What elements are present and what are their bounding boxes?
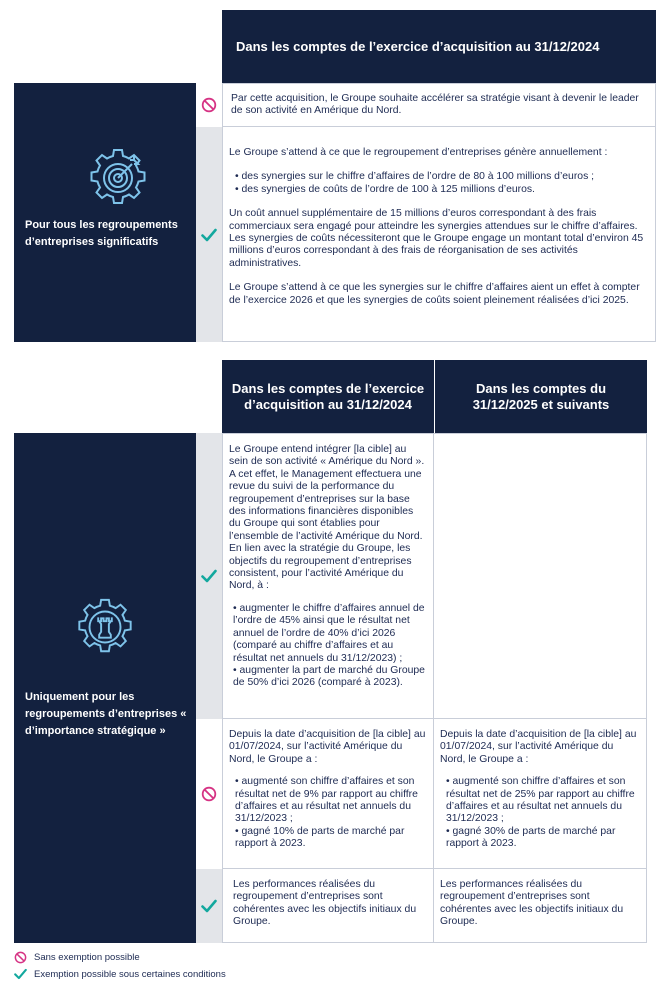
table1-row1-text: Par cette acquisition, le Groupe souhaite accélérer sa stratégie visant à devenir le leader de son activité en Amérique du Nord. xyxy=(231,93,639,117)
table1-row2-para2: Un coût annuel supplémentaire de 15 millions d’euros correspondant à des frais commerciaux sera engagé pour atteindre les synergies attendues sur le chiffre d’affaires. Les synergies de coûts nécessiteront que le Groupe engage un montant total d’environ 45 millions d’euros correspondant à des frais de réorganisation de ses activités administratives. xyxy=(229,208,644,269)
table1-row2-intro: Le Groupe s’attend à ce que le regroupement d’entreprises génère annuellement : xyxy=(229,147,608,158)
prohibited-icon xyxy=(201,97,217,113)
table2-row2-status xyxy=(196,719,222,869)
table2-row1-col1 xyxy=(222,433,434,719)
table2-row3-col2-text: Les performances réalisées du regroupement d’entreprises sont cohérentes avec les objectifs initiaux du Groupe. xyxy=(440,879,624,928)
table2-row2-col1 xyxy=(222,719,434,869)
table2-side-label: Uniquement pour les regroupements d’entreprises « d’importance stratégique » xyxy=(25,691,187,737)
legend-no-exemption-label: Sans exemption possible xyxy=(34,952,140,963)
table1-row2-bullet-1: • des synergies sur le chiffre d’affaires de l’ordre de 80 à 100 millions d’euros ; xyxy=(235,171,595,183)
table2-row3-col2 xyxy=(434,869,647,943)
table2-header-col1 xyxy=(222,360,434,433)
target-gear-icon xyxy=(86,146,150,210)
table2-row3-status xyxy=(196,869,222,943)
table1-row2 xyxy=(222,127,656,342)
table2-header-col1-text: Dans les comptes de l’exercice d’acquisition au 31/12/2024 xyxy=(231,380,425,412)
table2-row2-col2-bullet-1: • augmenté son chiffre d’affaires et son résultat net de 25% par rapport au chiffre d’affaires et au résultat net annuels du 31/12/2023 ; xyxy=(446,776,635,825)
table2-row2-col1-bullet-2: • gagné 10% de parts de marché par rapport à 2023. xyxy=(235,825,405,850)
check-icon xyxy=(201,228,217,242)
table2-header-col2 xyxy=(434,360,647,433)
table1-side-panel xyxy=(14,83,196,342)
table2-row1-status xyxy=(196,433,222,719)
table2-side-panel xyxy=(14,433,196,943)
table2-header-col2-text: Dans les comptes du 31/12/2025 et suivants xyxy=(472,380,610,412)
table2-row2-col2-intro: Depuis la date d’acquisition de [la cible] au 01/07/2024, sur l’activité Amérique du Nord, le Groupe a : xyxy=(440,729,637,765)
table2-row3-col1 xyxy=(222,869,434,943)
table2-row2-col1-intro: Depuis la date d’acquisition de [la cible] au 01/07/2024, sur l’activité Amérique du Nord, le Groupe a : xyxy=(229,729,426,765)
prohibited-icon xyxy=(201,786,217,802)
table1-row2-status xyxy=(196,127,222,342)
table1-side-label: Pour tous les regroupements d’entreprises significatifs xyxy=(25,219,178,248)
table2-row2-col2-bullet-2: • gagné 30% de parts de marché par rapport à 2023. xyxy=(446,825,616,850)
table2-row1-bullet-1: • augmenter le chiffre d’affaires annuel de l’ordre de 45% ainsi que le résultat net annuel de l’ordre de 40% d’ici 2026 (comparé au chiffre d’affaires et au résultat net annuels du 31/12/2023) ; xyxy=(233,602,425,664)
table2-row2-col2 xyxy=(434,719,647,869)
table1-header-text: Dans les comptes de l’exercice d’acquisition au 31/12/2024 xyxy=(236,38,600,54)
table1-row2-bullet-2: • des synergies de coûts de l’ordre de 100 à 125 millions d’euros. xyxy=(235,183,535,195)
chess-rook-gear-icon xyxy=(74,596,136,658)
table1-header xyxy=(222,10,656,83)
table2-row1-intro: Le Groupe entend intégrer [la cible] au sein de son activité « Amérique du Nord ». A cet effet, le Management effectuera une revue du suivi de la performance du regroupement d’entreprises sur la base des informations financières disponibles du Groupe qui sont établies pour l’ensemble de l’activité Amérique du Nord. En lien avec la stratégie du Groupe, les objectifs du regroupement d’entreprises consistent, pour l’activité Amérique du Nord, à : xyxy=(229,444,425,592)
table1-row1 xyxy=(222,83,656,127)
prohibited-icon xyxy=(14,951,27,964)
check-icon xyxy=(201,899,217,913)
check-icon xyxy=(14,968,27,980)
table2-row3-col1-text: Les performances réalisées du regroupement d’entreprises sont cohérentes avec les objectifs initiaux du Groupe. xyxy=(233,879,417,928)
table1-row1-status xyxy=(196,83,222,127)
legend-exemption-label: Exemption possible sous certaines conditions xyxy=(34,968,226,980)
legend-no-exemption xyxy=(14,951,140,964)
check-icon xyxy=(201,569,217,583)
table2-row1-bullet-2: • augmenter la part de marché du Groupe de 50% d’ici 2026 (comparé à 2023). xyxy=(233,664,425,689)
table1-row2-para3: Le Groupe s’attend à ce que les synergies sur le chiffre d’affaires aient un effet à compter de l’exercice 2026 et que les synergies de coûts soient pleinement réalisées d’ici 2025. xyxy=(229,282,640,306)
table2-row2-col1-bullet-1: • augmenté son chiffre d’affaires et son résultat net de 9% par rapport au chiffre d’affaires et au résultat net annuels du 31/12/2023 ; xyxy=(235,776,418,825)
legend-exemption xyxy=(14,968,226,980)
table2-row1-col2 xyxy=(434,433,647,719)
